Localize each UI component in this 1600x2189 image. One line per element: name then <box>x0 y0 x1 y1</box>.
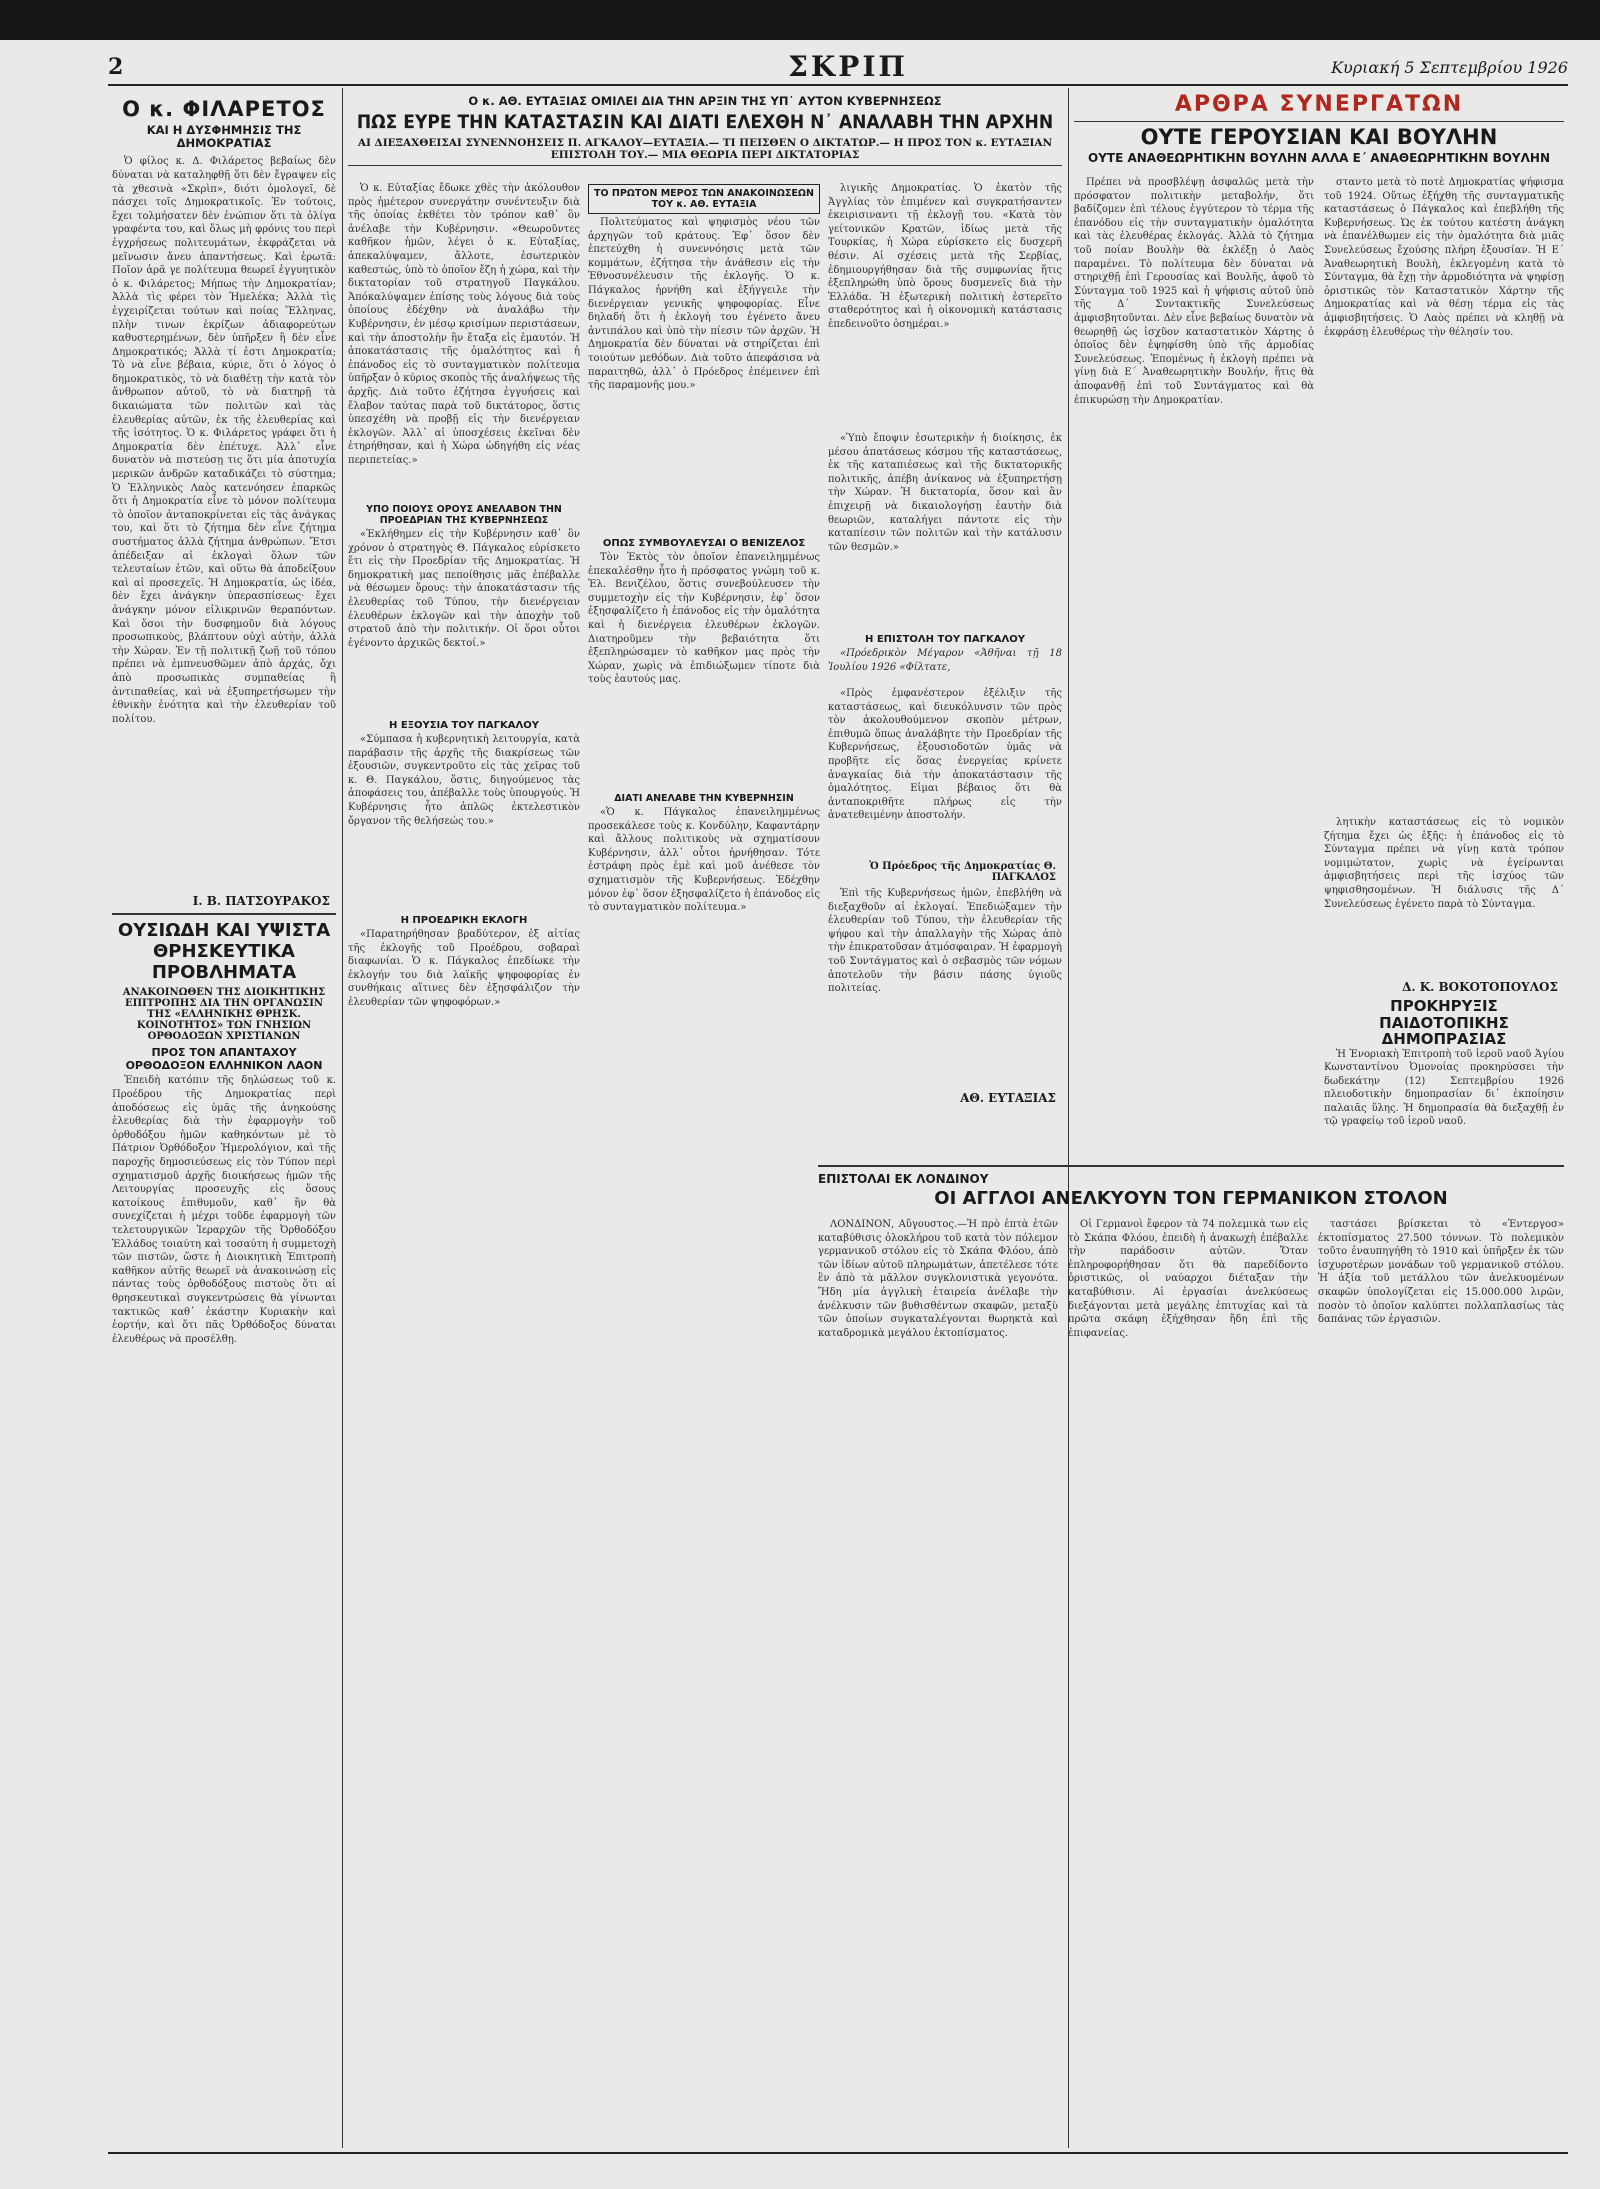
article-body: σταντο μετὰ τὸ ποτὲ Δημοκρατίας ψήφισμα τοῦ 1924. Οὕτως ἐξήχθη τῆς συνταγματικῆς καταστάσεως ὁ Πάγκαλος καὶ ἐπεβλήθη τῆς Κυβερνήσεως. Ὡς ἐκ τούτου κατέστη ἀνάγκη νὰ ἐπανέλθωμεν εἰς τὴν ὁμαλότητα διὰ μιᾶς Συνελεύσεως ἔχούσης πλήρη ἐξουσίαν. Ἡ Ε΄ Ἀναθεωρητικὴ Βουλὴ, ἐκλεγομένη κατὰ τὸ Σύνταγμα, θὰ ἔχῃ τὴν ἁρμοδιότητα νὰ ψηφίσῃ ὁριστικῶς τὸν Καταστατικὸν Χάρτην τῆς Δημοκρατίας καὶ νὰ θέσῃ τέρμα εἰς τὰς ἀμφισβητήσεις. Ὁ Λαὸς πρέπει νὰ κληθῇ νὰ ἐκφράσῃ ἐλευθέρως τὴν θέλησίν του. <box>1324 177 1564 338</box>
letter-body: «Πρὸς ἐμφανέστερον ἐξέλιξιν τῆς καταστάσεως, καὶ διευκόλυνσιν τῶν πρὸς τὸν ἀκολουθούμενον σκοπὸν μέτρων, ἐπιθυμῶ ὅπως ἀναλάβητε τὴν Προεδρίαν τῆς Κυβερνήσεως, ἐξουσιοδοτῶν ὑμᾶς νὰ προβῆτε εἰς ὅσας ἐνεργείας κρίνετε ἀναγκαίας διὰ τὴν ἀποκατάστασιν τῆς ὁμαλότητος. Εἰμαι βέβαιος ὅτι θὰ ἀνταποκριθῆτε πλήρως εἰς τὴν ἀνατεθειμένην ἀποστολήν. <box>828 688 1062 822</box>
article-title: ΟΥΣΙΩΔΗ ΚΑΙ ΥΨΙΣΤΑ ΘΡΗΣΚΕΥΤΙΚΑ ΠΡΟΒΛΗΜΑΤΑ <box>117 920 331 983</box>
right-block <box>1074 92 1564 1152</box>
subhead: ΟΠΩΣ ΣΥΜΒΟΥΛΕΥΣΑΙ Ο ΒΕΝΙΖΕΛΟΣ <box>602 538 806 549</box>
subhead: Η ΕΞΟΥΣΙΑ ΤΟΥ ΠΑΓΚΑΛΟΥ <box>388 720 539 731</box>
article-title: ΟΙ ΑΓΓΛΟΙ ΑΝΕΛΚΥΟΥΝ ΤΟΝ ΓΕΡΜΑΝΙΚΟΝ ΣΤΟΛΟΝ <box>934 1188 1448 1209</box>
article-body: λιγικῆς Δημοκρατίας. Ὁ ἑκατὸν τῆς Ἀγγλίας τὸν ἐπιμένεν καὶ συγκρατήσαντεν ἐκειρισιναντι τῇ ἐκλογῇ του. «Κατὰ τὸν γείτονικῶν Κρατῶν, ἰδίως μετὰ τῆς Τουρκίας, ἡ Χώρα εὑρίσκετο εἰς δυσχερῆ θέσιν. Αἱ σχέσεις μετὰ τῆς Σερβίας, ἐδημιουργήθησαν διὰ τῆς συμφωνίας ἥτις ἐξεπληρώθη ὑπὸ ὅρους δυσμενεῖς διὰ τὴν Ἑλλάδα. Ἡ ἐξωτερικὴ πολιτικὴ ἐστερεῖτο σταθερότητος καὶ ἡ οἰκονομικὴ κατάστασις ἐπεδεινοῦτο ὁσημέραι.» <box>828 183 1062 330</box>
section-divider <box>818 1165 1564 1167</box>
article-body: «Ὑπὸ ἔποψιν ἐσωτερικὴν ἡ διοίκησις, ἐκ μέσου ἀπατάσεως κόσμου τῆς καταστάσεως, ἐκ τῆς καταπιέσεως καὶ τῆς δικτατορικῆς πολιτικῆς, ἀπέβη ἀνίκανος νὰ ἐξυπηρετήσῃ τὴν Χώραν. Ἡ δικτατορία, ὅσον καὶ ἂν ἐπιχειρῇ νὰ δικαιολογήσῃ ἑαυτὴν διὰ θεωριῶν, καταλήγει πάντοτε εἰς τὴν καταπίεσιν τῶν πολιτῶν καὶ τὴν κατάλυσιν τῶν θεσμῶν.» <box>828 433 1062 553</box>
center-subcolumn-a <box>348 182 580 1182</box>
article-signature: Δ. Κ. ΒΟΚΟΤΟΠΟΥΛΟΣ <box>1402 980 1558 994</box>
article-subtitle: ΑΝΑΚΟΙΝΩΘΕΝ ΤΗΣ ΔΙΟΙΚΗΤΙΚΗΣ ΕΠΙΤΡΟΠΗΣ ΔΙΑ ΤΗΝ ΟΡΓΑΝΩΣΙΝ ΤΗΣ «ΕΛΛΗΝΙΚΗΣ ΘΡΗΣΚ. ΚΟΙΝΟΤΗΤΟΣ» ΤΩΝ ΓΝΗΣΙΩΝ ΟΡΘΟΔΟΞΩΝ ΧΡΙΣΤΙΑΝΩΝ <box>122 987 326 1043</box>
left-column <box>112 92 336 2152</box>
folio-rule <box>108 84 1568 86</box>
bottom-subcolumn-a <box>818 1218 1058 2138</box>
section-heading: ΑΡΘΡΑ ΣΥΝΕΡΓΑΤΩΝ <box>1174 92 1464 117</box>
center-subcolumn-c <box>828 182 1062 1182</box>
article-body: «Σύμπασα ἡ κυβερνητικὴ λειτουργία, κατὰ παράβασιν τῆς ἀρχῆς τῆς διακρίσεως τῶν ἐξουσιῶν, συγκεντροῦτο εἰς τὰς χεῖρας τοῦ κ. Θ. Παγκάλου, ὅστις, διηγούμενος τὰς ἀποφάσεις του, ἀπέβαλλε τοὺς ὑπουργούς. Ἡ Κυβέρνησις ἦτο ἁπλῶς ἐκτελεστικὸν ὄργανον τῆς θελήσεώς του.» <box>348 734 580 827</box>
top-black-band <box>0 0 1600 40</box>
letter-salutation: «Πρόεδρικὸν Μέγαρον «Ἀθῆναι τῇ 18 Ἰουλίου 1926 «Φίλτατε, <box>828 648 1062 673</box>
article-dateline: ΕΠΙΣΤΟΛΑΙ ΕΚ ΛΟΝΔΙΝΟΥ <box>818 1172 989 1186</box>
article-subtitle: ΟΥΤΕ ΑΝΑΘΕΩΡΗΤΙΚΗΝ ΒΟΥΛΗΝ ΑΛΛΑ Ε΄ ΑΝΑΘΕΩΡΗΤΙΚΗΝ ΒΟΥΛΗΝ <box>1088 151 1550 166</box>
article-body: ταστάσει βρίσκεται τὸ «Ἐντεργοσ» ἐκτοπίσματος 27.500 τόννων. Τὸ πολεμικὸν τοῦτο ἐναυπηγήθη τὸ 1910 καὶ ὑπῆρξεν ἐκ τῶν ἰσχυροτέρων μονάδων τοῦ γερμανικοῦ στόλου. Ἡ ἀξία τοῦ μετάλλου τῶν ἀνελκυομένων σκαφῶν ὑπολογίζεται εἰς 15.000.000 λιρῶν, ποσὸν τὸ ὁποῖον καλύπτει πολλαπλασίως τὰς δαπάνας τῶν ἐργασιῶν. <box>1318 1219 1564 1326</box>
subhead: ΔΙΑΤΙ ΑΝΕΛΑΒΕ ΤΗΝ ΚΥΒΕΡΝΗΣΙΝ <box>614 793 794 804</box>
bottom-subcolumn-c <box>1318 1218 1564 2138</box>
article-body: Ὁ φίλος κ. Δ. Φιλάρετος βεβαίως δὲν δύναται νὰ καταληφθῇ ὅτι δὲν ἔγραψεν εἰς τὰ χθεσινὰ «Σκρὶπ», διότι ὁμολογεῖ, δὲ πάσχει τοῖς Δημοκρατικοῖς. Ἐν τούτοις, ἔχει τολμήσατεν δὲν ἐνώπιον ὅτι τὰ ὀλίγα γραφέντα του, καὶ ὅλως μὴ φρόνις του περὶ ἐγχρήσεως πολιτευμάτων, ἐκφράζεται νὰ μεῖνωσιν ἄνευ ἀπαντήσεως. Καὶ ἐρωτᾶ: Ποῖον ἀρᾶ γε πολίτευμα θεωρεῖ ἐγγυητικὸν ὁ κ. Φιλάρετος; Μήπως τὴν Δημοκρατίαν; Ἀλλὰ τὶς φέρει τὸν Ἡμελέκα; Ἀλλὰ τὶς ἐγχειρίζεται τούτων καὶ ποίας Ἕλληνας, πλὴν τινων ἐκρίζων ἀδιαφορεύτων καθυστερημένων, δὲν ὑπῆρξεν ἢ δὲν εἶνε Δημοκρατικός; Ἀλλὰ τί ἐστι Δημοκρατία; Τὸ νὰ εἶνε βέβαια, κύριε, ὅτι ὁ λόγος ὁ δημοκρατικὸς, τὸ νὰ διαθέτῃ τὴν κατὰ τὸν ἄνθρωπον αὐτοῦ, τὸ νὰ διατηρῇ τὰ δικαιώματα τῶν πολιτῶν καὶ τὰς ἐλευθερίας αὐτῶν, ἐκ τῆς ἐλευθερίας καὶ τῆς ἰσότητος. Ὁ κ. Φιλάρετος γράφει ὅτι ἡ Δημοκρατία δὲν ἐπέτυχε. Ἀλλ᾽ εἶνε δυνατὸν νὰ πιστεύσῃ τις ὅτι μία ἀποτυχία μερικῶν ἀνδρῶν καταδικάζει τὸ σύστημα; Ὁ Ἑλληνικὸς Λαὸς κατενόησεν ἐπαρκῶς ὅτι ἡ Δημοκρατία εἶνε τὸ μόνον πολίτευμα τὸ ὁποῖον ἀνταποκρίνεται εἰς τὰς ἀνάγκας του, καὶ ὅτι τὸ ζήτημα δὲν εἶνε ζήτημα συστήματος ἀλλὰ ζήτημα ἀνθρώπων. Ἔτσι ἀπέδειξαν αἱ ἐκλογαὶ ὅλων τῶν τελευταίων ἐτῶν, καὶ οὕτω θὰ ἀποδείξουν καὶ αἱ προσεχεῖς. Ἡ Δημοκρατία, ὡς ἰδέα, δὲν ἔχει ἀνάγκην ὑπερασπίσεως· ἔχει ἀνάγκην μόνον εἰλικρινῶν θεραπόντων. Καὶ ὅσοι τὴν δυσφημοῦν διὰ λόγους προσωπικοὺς, βλάπτουν οὐχὶ αὐτὴν, ἀλλὰ τὴν Χώραν. Ἐν τῇ πολιτικῇ ζωῇ τοῦ τόπου πρέπει νὰ ἐμπνευσθῶμεν ἀπὸ ἀρχάς, ὄχι ἀπὸ προσωπικὰς συμπαθείας ἢ ἀντιπαθείας, καὶ νὰ ἐξυπηρετήσωμεν τὴν ἐθνικὴν ἑνότητα καὶ τὴν ἐλευθερίαν τοῦ πολίτου. <box>112 156 336 725</box>
article-body: ΛΟΝΔΙΝΟΝ, Αὔγουστος.—Ἡ πρὸ ἑπτὰ ἐτῶν καταβύθισις ὁλοκλήρου τοῦ κατὰ τὸν πόλεμον γερμανικοῦ στόλου εἰς τὸ Σκάπα Φλόου, ἀπὸ τῶν ἰδίων αὐτοῦ πληρωμάτων, ἀπετέλεσε τότε ἓν ἀπὸ τὰ μᾶλλον συγκλονιστικὰ γεγονότα. Ἤδη μία ἀγγλικὴ ἑταιρεία ἀνέλαβε τὴν ἀνέλκυσιν τῶν βυθισθέντων σκαφῶν, μεταξὺ τῶν ὁποίων συγκαταλέγονται θωρηκτὰ καὶ καταδρομικὰ μεγάλου ἐκτοπίσματος. <box>818 1219 1058 1339</box>
article-body: «Ὁ κ. Πάγκαλος ἐπανειλημμένως προσεκάλεσε τοὺς κ. Κονδύλην, Καφαντάρην καὶ ἄλλους πολιτικοὺς νὰ σχηματίσουν Κυβέρνησιν, ἀλλ᾽ οὗτοι ἠρνήθησαν. Τότε ἐστράφη πρὸς ἐμὲ καὶ μοῦ ἀνέθεσε τὸν σχηματισμὸν τῆς Κυβερνήσεως. Ἐδέχθην μόνον ἐφ᾽ ὅσον ἐξησφαλίζετο ἡ ἐπάνοδος εἰς τὸ συνταγματικὸν πολίτευμα.» <box>588 807 820 914</box>
section-divider <box>112 913 336 915</box>
folio-bar <box>108 50 1568 83</box>
article-title: Ο κ. ΦΙΛΑΡΕΤΟΣ <box>122 97 326 121</box>
subhead: Η ΠΡΟΕΔΡΙΚΗ ΕΚΛΟΓΗ <box>400 915 528 926</box>
right-subcolumn-b <box>1324 176 1564 1146</box>
center-subcolumn-b <box>588 182 820 1182</box>
part-heading: ΤΟ ΠΡΩΤΟΝ ΜΕΡΟΣ ΤΩΝ ΑΝΑΚΟΙΝΩΣΕΩΝ ΤΟΥ κ. ΑΘ. ΕΥΤΑΞΙΑ <box>588 184 820 214</box>
header-rule <box>1074 121 1564 122</box>
bottom-article <box>818 1160 1564 2150</box>
article-signature: ΑΘ. ΕΥΤΑΞΙΑΣ <box>960 1091 1056 1105</box>
column-rule <box>342 88 343 2148</box>
article-kicker: Ο κ. ΑΘ. ΕΥΤΑΞΙΑΣ ΟΜΙΛΕΙ ΔΙΑ ΤΗΝ ΑΡΞΙΝ ΤΗΣ ΥΠ᾽ ΑΥΤΟΝ ΚΥΒΕΡΝΗΣΕΩΣ <box>468 94 942 108</box>
subhead: Η ΕΠΙΣΤΟΛΗ ΤΟΥ ΠΑΓΚΑΛΟΥ <box>864 634 1025 645</box>
bottom-rule <box>108 2152 1568 2154</box>
article-body: λητικὴν καταστάσεως εἰς τὸ νομικὸν ζήτημα ἔχει ὡς ἑξῆς: ἡ ἐπάνοδος εἰς τὸ Σύνταγμα πρέπει νὰ γίνῃ κατὰ τρόπον νομιμώτατον, χωρὶς νὰ ἐγείρωνται ἀμφισβητήσεις περὶ τῆς ἰσχύος τῶν ψηφισθησομένων. Ἡ διάλυσις τῆς Δ΄ Συνελεύσεως ἐγένετο παρὰ τὸ Σύνταγμα. <box>1324 817 1564 910</box>
article-body: «Παρατηρήθησαν βραδύτερον, ἐξ αἰτίας τῆς ἐκλογῆς τοῦ Προέδρου, σοβαραὶ διαφωνίαι. Ὁ κ. Πάγκαλος ἐπεδίωκε τὴν ἐκλογήν του διὰ λαϊκῆς ψηφοφορίας ἐν συνθήκαις αἵτινες δὲν ἐξησφάλιζον τὴν ἐλευθερίαν τῶν ψηφοφόρων.» <box>348 929 580 1008</box>
letter-signature: Ὁ Πρόεδρος τῆς Δημοκρατίας Θ. ΠΑΓΚΑΛΟΣ <box>869 861 1056 883</box>
header-rule <box>348 165 1062 166</box>
notice-body: Ἡ Ἐνοριακὴ Ἐπιτροπὴ τοῦ ἱεροῦ ναοῦ Ἁγίου Κωνσταντίνου Ὀμονοίας προκηρύσσει τὴν δωδεκάτην (12) Σεπτεμβρίου 1926 πλειοδοτικὴν δημοπρασίαν δι᾽ ἐκποίησιν παλαιᾶς ὕλης. Ἡ δημοπρασία θὰ διεξαχθῇ ἐν τῷ γραφείῳ τοῦ ἱεροῦ ναοῦ. <box>1324 1048 1564 1128</box>
notice-title: ΠΡΟΚΗΡΥΞΙΣ ΠΑΙΔΟΤΟΠΙΚΗΣ ΔΗΜΟΠΡΑΣΙΑΣ <box>1379 997 1509 1048</box>
masthead-title: ΣΚΡΙΠ <box>788 50 908 83</box>
issue-date: Κυριακή 5 Σεπτεμβρίου 1926 <box>1331 58 1568 77</box>
article-body: Οἱ Γερμανοὶ ἔφερον τὰ 74 πολεμικὰ των εἰς τὸ Σκάπα Φλόου, ἐπειδὴ ἡ ἀνακωχὴ ἐπέβαλλε τὴν παράδοσιν αὐτῶν. Ὅταν ἐπληροφορήθησαν ὅτι θὰ παρεδίδοντο ὁριστικῶς, οἱ ναύαρχοι διέταξαν τὴν καταβύθισιν. Αἱ ἐργασίαι ἀνελκύσεως διεξάγονται μετὰ μεγάλης ἐπιτυχίας καὶ τὰ πρῶτα σκάφη ἐξήχθησαν ἤδη ἐπὶ τῆς ἐπιφανείας. <box>1068 1219 1308 1339</box>
article-body: Ὁ κ. Εὐταξίας ἔδωκε χθὲς τὴν ἀκόλουθον πρὸς ἡμέτερον συνεργάτην συνέντευξιν διὰ τῆς ὁποίας ἐκθέτει τὸν τρόπον καθ᾽ ὃν ἀνέλαβε τὴν Κυβέρνησιν. «Θεωροῦντες καθῆκον ἡμῶν, λέγει ὁ κ. Εὐταξίας, ἀπεκαλύψαμεν, ἄλλοτε, ἐσωτερικὸν καθεστώς, ὑπὸ τὸ ὁποῖον ἔζη ἡ χώρα, καὶ τὴν δικτατορίαν τοῦ στρατηγοῦ Παγκάλου. Ἀπόκαλύψαμεν ἐπίσης τοὺς λόγους διὰ τοὺς ὁποίους ἐδέχθην νὰ ἀναλάβω τὴν Κυβέρνησιν, ἐν μέσῳ κρισίμων περιστάσεων, καὶ τὴν ἀποστολὴν ἣν ἔταξα εἰς ἐμαυτόν. Ἡ ἀποκατάστασις τῆς ὁμαλότητος καὶ ἡ ἐπάνοδος εἰς τὸ συνταγματικὸν πολίτευμα ὑπῆρξαν ὁ κύριος σκοπὸς τῆς ἀναλήψεως τῆς ἀρχῆς. Διὰ τοῦτο ἐζήτησα ἐγγυήσεις καὶ ἔλαβον ταύτας παρὰ τοῦ δικτάτορος, ὅστις ὑπεσχέθη νὰ προβῇ εἰς τὴν διενέργειαν ἐκλογῶν. Ἀλλ᾽ αἱ ὑποσχέσεις ἐκεῖναι δὲν ἐτηρήθησαν, καὶ ἡ Χώρα ὡδηγήθη εἰς νέας περιπετείας.» <box>348 183 580 466</box>
article-body: «Ἐκλήθημεν εἰς τὴν Κυβέρνησιν καθ᾽ ὃν χρόνον ὁ στρατηγὸς Θ. Πάγκαλος εὑρίσκετο ἔτι εἰς τὴν Προεδρίαν τῆς Δημοκρατίας. Ἡ δημοκρατικὴ μας πεποίθησις μᾶς ἐπέβαλλε νὰ θέσωμεν ὅρους: τὴν ἀποκατάστασιν τῆς ἐλευθερίας τοῦ Τύπου, τὴν διενέργειαν ἐλευθέρων ἐκλογῶν καὶ τὴν ἀποχὴν τοῦ στρατοῦ ἀπὸ τὴν πολιτικήν. Οἱ ὅροι οὗτοι ἐγένοντο ἀρχικῶς δεκτοί.» <box>348 529 580 649</box>
article-subtitle: ΑΙ ΔΙΕΞΑΧΘΕΙΣΑΙ ΣΥΝΕΝΝΟΗΣΕΙΣ Π. ΑΓΚΑΛΟΥ—ΕΥΤΑΞΙΑ.— ΤΙ ΠΕΙΣΘΕΝ Ο ΔΙΚΤΑΤΩΡ.— Η ΠΡΟΣ ΤΟΝ κ. ΕΥΤΑΞΙΑΝ ΕΠΙΣΤΟΛΗ ΤΟΥ.— ΜΙΑ ΘΕΩΡΙΑ ΠΕΡΙ ΔΙΚΤΑΤΟΡΙΑΣ <box>357 136 1053 161</box>
article-title: ΟΥΤΕ ΓΕΡΟΥΣΙΑΝ ΚΑΙ ΒΟΥΛΗΝ <box>1140 125 1498 149</box>
page-number: 2 <box>108 54 124 80</box>
article-title: ΠΩΣ ΕΥΡΕ ΤΗΝ ΚΑΤΑΣΤΑΣΙΝ ΚΑΙ ΔΙΑΤΙ ΕΛΕΧΘΗ Ν᾽ ΑΝΑΛΑΒΗ ΤΗΝ ΑΡΧΗΝ <box>356 111 1054 133</box>
bottom-subcolumn-b <box>1068 1218 1308 2138</box>
article-body: Ἐπειδὴ κατόπιν τῆς δηλώσεως τοῦ κ. Προέδρου τῆς Δημοκρατίας περὶ ἀποδόσεως εἰς ὑμᾶς τῆς ἀνηκούσης ἐλευθερίας διὰ τὴν ἐφαρμογὴν τοῦ ὀρθοδόξου ἡμῶν καθηκόντων μὲ τὸ Πάτριον Ὀρθόδοξον Ἡμερολόγιον, καὶ τῆς παροχῆς δημοσιεύσεως εἰς τὸν Τύπον περὶ σχηματισμοῦ ἀρχῆς διοικήσεως ἡμῶν τῆς Λειτουργίας προσευχῆς εἰς ὅσους κατοίκους ἐπιθυμοῦν, καθ᾽ ἣν θὰ συνεχίζεται ἡ μέχρι τοῦδε ἐφαρμογὴ τῶν τελετουργικῶν Ἱεραρχῶν τῆς Ὀρθοδόξου Ἑλλάδος τοιαύτη καὶ τοσαύτη ἡ συμμετοχὴ τῶν πιστῶν, ὥστε ἡ Διοικητικὴ Ἐπιτροπὴ καθῆκον αὐτῆς θεωρεῖ νὰ ἀνακοινώσῃ εἰς πάντας τοὺς ὀρθοδόξους πιστοὺς ὅτι αἱ θρησκευτικαὶ συγκεντρώσεις θὰ γίνωνται τακτικῶς καθ᾽ ἑκάστην Κυριακὴν καὶ ἑορτήν, καὶ ὅτι πᾶς Ὀρθόδοξος δύναται ἐλευθέρως νὰ προσέλθῃ. <box>112 1075 336 1345</box>
right-subcolumn-a <box>1074 176 1314 1146</box>
subhead: ΥΠΟ ΠΟΙΟΥΣ ΟΡΟΥΣ ΑΝΕΛΑΒΟΝ ΤΗΝ ΠΡΟΕΔΡΙΑΝ ΤΗΣ ΚΥΒΕΡΝΗΣΕΩΣ <box>366 504 562 526</box>
article-body: Πολιτεύματος καὶ ψηφισμὸς νέου τῶν ἀρχηγῶν τοῦ κράτους. Ἐφ᾽ ὅσον δὲν ἐπετεύχθη ἡ συνεννόησις μετὰ τῶν κομμάτων, ἐζήτησα τὴν ἀνάθεσιν εἰς τὴν Ἐθνοσυνέλευσιν τῆς ἐκλογῆς. Ὁ κ. Πάγκαλος ἠρνήθη καὶ ἐξήγγειλε τὴν διενέργειαν γενικῆς ψηφοφορίας. Εἶνε δηλαδή ὅτι ἡ ἐκλογὴ του ἐγένετο ἄνευ ἀντιπάλου καὶ ὑπὸ τὴν πίεσιν τῶν ἀρχῶν. Ἡ Δημοκρατία δὲν δύναται νὰ στηρίζεται ἐπὶ τοιούτων μεθόδων. Διὰ τοῦτο ἀπεφάσισα νὰ παραιτηθῶ, ἀλλ᾽ ὁ Πρόεδρος ἐπέμεινεν ἐπὶ τῆς παραμονῆς μου.» <box>588 217 820 392</box>
article-signature: Ι. Β. ΠΑΤΣΟΥΡΑΚΟΣ <box>192 894 330 909</box>
article-body: Τὸν Ἐκτὸς τὸν ὁποῖον ἐπανειλημμένως ἐπεκαλέσθην ἦτο ἡ πρόσφατος γνώμη τοῦ κ. Ἐλ. Βενιζέλου, ὅστις συνεβούλευσεν τὴν συμμετοχὴν εἰς τὴν Κυβέρνησιν, ἐφ᾽ ὅσον ἐξησφαλίζετο ἡ ἐπάνοδος εἰς τὴν ὁμαλότητα καὶ ἡ διενέργεια ἐλευθέρων ἐκλογῶν. Διατηροῦμεν τὴν βεβαιότητα ὅτι ἐξεπληρώσαμεν τὸ καθῆκον μας πρὸς τὴν Χώραν, χωρὶς νὰ ἐπιδιώξωμεν τίποτε διὰ τοὺς ἑαυτούς μας. <box>588 552 820 686</box>
article-kicker: ΠΡΟΣ ΤΟΝ ΑΠΑΝΤΑΧΟΥ ΟΡΘΟΔΟΞΟΝ ΕΛΛΗΝΙΚΟΝ ΛΑΟΝ <box>125 1046 323 1073</box>
article-subtitle: ΚΑΙ Η ΔΥΣΦΗΜΗΣΙΣ ΤΗΣ ΔΗΜΟΚΡΑΤΙΑΣ <box>146 123 302 150</box>
article-body: Πρέπει νὰ προσβλέψῃ ἀσφαλῶς μετὰ τὴν πρόσφατον πολιτικὴν μεταβολήν, ὅτι βαδίζομεν ἐπὶ τέλους ἐγγύτερον τὸ τέρμα τῆς ἐπανόδου εἰς τὴν συνταγματικὴν ὁμαλότητα καὶ τὰς ἐλευθέρας ἐκλογάς. Ἀλλὰ τὸ ζήτημα τοῦ ποίαν Βουλὴν θὰ ἐκλέξῃ ὁ Λαὸς παραμένει. Τὸ πολίτευμα δὲν δύναται νὰ στηριχθῇ ἐπὶ Γερουσίας καὶ Βουλῆς, ἀφοῦ τὸ Σύνταγμα τοῦ 1925 καὶ ἡ ψήφισις αὐτοῦ ὑπὸ τῆς Δ΄ Συντακτικῆς Συνελεύσεως ἀμφισβητοῦνται. Δὲν εἶνε βεβαίως δυνατὸν νὰ θεωρηθῇ ὡς ἰσχῦον καταστατικὸν Χάρτης ὁ ὁποῖος δὲν ἐψηφίσθη ὑπὸ τῆς ἀρμοδίας Συνελεύσεως. Ἐπομένως ἡ ἐκλογὴ πρέπει νὰ γίνῃ διὰ Ε΄ Ἀναθεωρητικὴν Βουλήν, ἥτις θὰ ἀποφανθῇ ἐπὶ τοῦ Συντάγματος καὶ θὰ ἐπικυρώσῃ τὴν Δημοκρατίαν. <box>1074 177 1314 406</box>
article-body: Ἐπὶ τῆς Κυβερνήσεως ἡμῶν, ἐπεβλήθη νὰ διεξαχθοῦν αἱ ἐκλογαί. Ἐπεδιώξαμεν τὴν ἐλευθερίαν τοῦ Τύπου, τὴν ἐλευθερίαν τῆς ψήφου καὶ τὴν ἀπαλλαγὴν τῆς Χώρας ἀπὸ τὴν ἐπικρατοῦσαν ἀτμόσφαιραν. Ἡ ἐφαρμογὴ τοῦ Συντάγματος καὶ ὁ σεβασμὸς τῶν νόμων ἀποτελοῦν τὴν βάσιν πάσης ὑγιοῦς πολιτείας. <box>828 888 1062 995</box>
